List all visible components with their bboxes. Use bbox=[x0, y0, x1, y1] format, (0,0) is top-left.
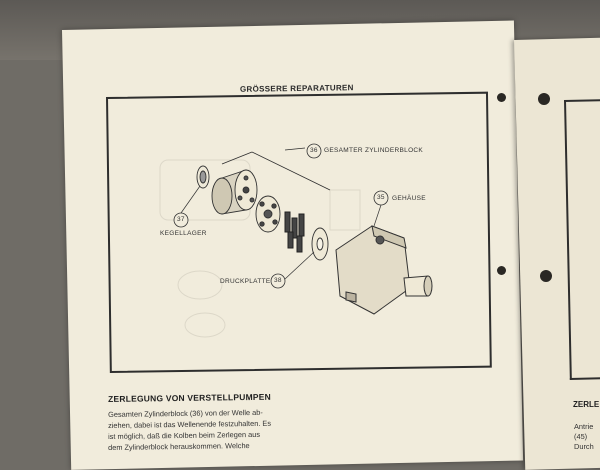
callout-35-number: 35 bbox=[377, 194, 385, 201]
pressure-plate-part bbox=[312, 228, 328, 260]
callout-36-label: GESAMTER ZYLINDERBLOCK bbox=[324, 147, 424, 154]
section-heading: ZERLEGUNG VON VERSTELLPUMPEN bbox=[108, 391, 271, 404]
callout-35-label: GEHÄUSE bbox=[392, 195, 426, 202]
right-page-frame bbox=[564, 99, 600, 380]
body-line-3: ist möglich, daß die Kolben beim Zerlegen aus bbox=[108, 429, 261, 441]
body-line-2: ziehen, dabei ist das Wellenende festzuhalten. Es bbox=[108, 418, 272, 430]
right-page-heading: ZERLE bbox=[573, 400, 600, 409]
right-page-line-3: Durch bbox=[574, 442, 594, 451]
piston-plate-part bbox=[256, 196, 280, 232]
callout-37-label: KEGELLAGER bbox=[160, 230, 207, 237]
cylinder-block-part bbox=[212, 170, 257, 214]
right-page-line-1: Antrie bbox=[574, 422, 594, 431]
pump-housing-part bbox=[336, 226, 432, 314]
pistons-part bbox=[285, 212, 304, 252]
body-line-1: Gesamten Zylinderblock (36) von der Welle ab- bbox=[108, 407, 263, 419]
page-title: GRÖSSERE REPARATUREN bbox=[239, 83, 354, 94]
callout-38-label: DRUCKPLATTE bbox=[220, 278, 271, 285]
callout-38-number: 38 bbox=[274, 277, 282, 284]
callout-37-number: 37 bbox=[177, 216, 185, 223]
body-line-4: dem Zylinderblock herauskommen. Welche bbox=[108, 441, 250, 452]
callout-36-number: 36 bbox=[310, 147, 318, 154]
bearing-part bbox=[197, 166, 209, 188]
right-page-line-2: (45) bbox=[574, 432, 588, 441]
